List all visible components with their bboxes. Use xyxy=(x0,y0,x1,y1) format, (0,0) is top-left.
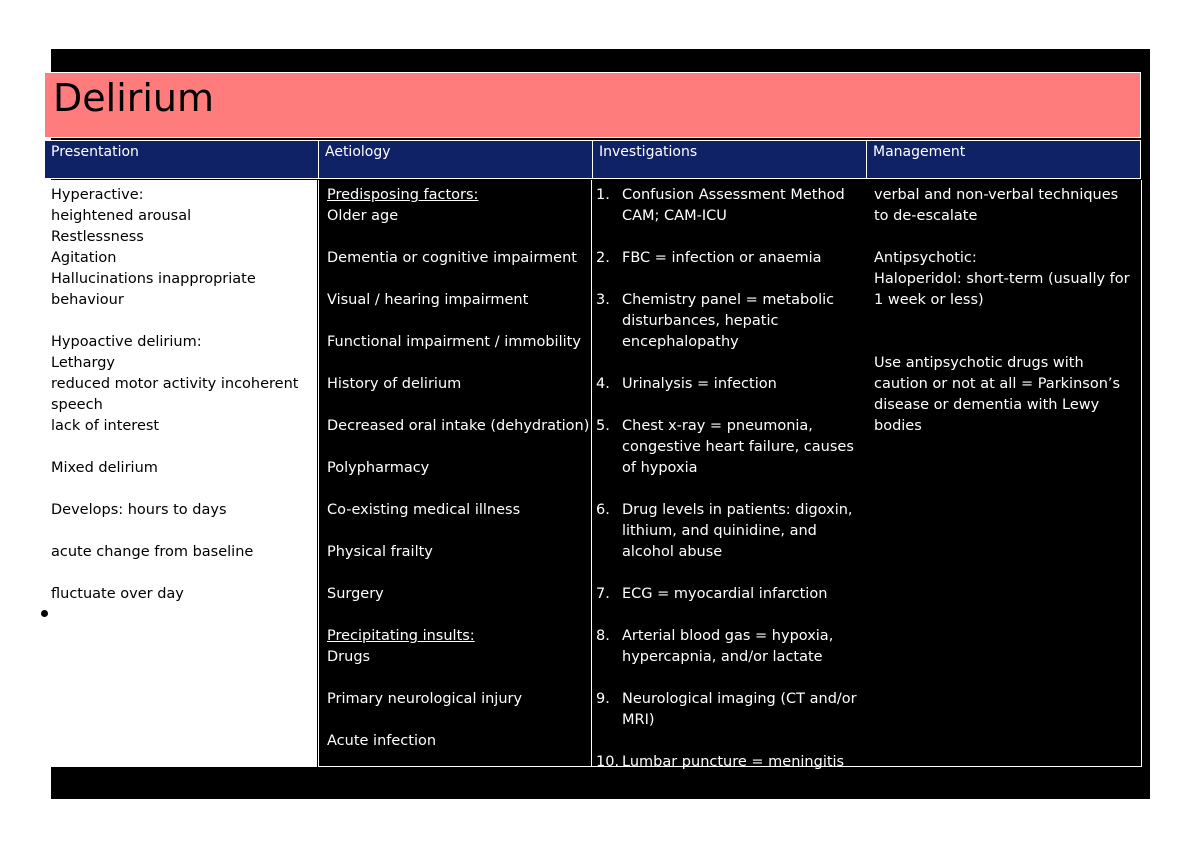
investigation-number: 6. xyxy=(596,502,610,518)
aetiology-item: Acute infection xyxy=(327,733,437,749)
investigation-text: Confusion Assessment Method CAM; CAM-ICU xyxy=(622,187,845,224)
aetiology-item: Functional impairment / immobility xyxy=(327,334,581,350)
bullet-dot-icon xyxy=(41,610,48,617)
aetiology-item: Primary neurological injury xyxy=(327,691,523,707)
presentation-line: behaviour xyxy=(51,292,124,308)
presentation-line: lack of interest xyxy=(51,418,160,434)
header-presentation: Presentation xyxy=(51,144,139,160)
investigation-text: Urinalysis = infection xyxy=(622,376,777,392)
investigation-item xyxy=(596,626,862,668)
management-text: Use antipsychotic drugs with caution or not at all = Parkinson’s disease or dementia with Lewy bodies xyxy=(874,355,1121,434)
header-management: Management xyxy=(873,144,966,160)
presentation-line: acute change from baseline xyxy=(51,544,254,560)
presentation-line: Hyperactive: xyxy=(51,187,144,203)
header-investigations: Investigations xyxy=(599,144,698,160)
presentation-line: speech xyxy=(51,397,103,413)
presentation-line: Lethargy xyxy=(51,355,115,371)
presentation-line: Restlessness xyxy=(51,229,144,245)
investigation-text: Chest x-ray = pneumonia, congestive heart failure, causes of hypoxia xyxy=(622,418,854,476)
investigation-number: 9. xyxy=(596,691,610,707)
presentation-line: fluctuate over day xyxy=(51,586,184,602)
investigation-item xyxy=(596,689,862,731)
management-text: Antipsychotic: xyxy=(874,250,977,266)
presentation-line: Develops: hours to days xyxy=(51,502,227,518)
aetiology-item: Visual / hearing impairment xyxy=(327,292,529,308)
aetiology-item: Polypharmacy xyxy=(327,460,430,476)
presentation-line: Hypoactive delirium: xyxy=(51,334,202,350)
investigation-item xyxy=(596,584,862,605)
investigation-text: Drug levels in patients: digoxin, lithium, and quinidine, and alcohol abuse xyxy=(622,502,853,560)
presentation-line: Agitation xyxy=(51,250,117,266)
aetiology-item: Dementia or cognitive impairment xyxy=(327,250,577,266)
investigation-text: Neurological imaging (CT and/or MRI) xyxy=(622,691,857,728)
page-title: Delirium xyxy=(53,76,215,120)
investigation-text: Lumbar puncture = meningitis xyxy=(622,754,845,770)
management-column xyxy=(866,180,1142,767)
investigation-number: 8. xyxy=(596,628,610,644)
precipitating-heading: Precipitating insults: xyxy=(327,628,475,644)
management-text: Haloperidol: short-term (usually for 1 week or less) xyxy=(874,271,1130,308)
investigation-number: 5. xyxy=(596,418,610,434)
aetiology-item: History of delirium xyxy=(327,376,462,392)
investigation-item xyxy=(596,185,862,227)
aetiology-item: Surgery xyxy=(327,586,384,602)
aetiology-item: Co-existing medical illness xyxy=(327,502,521,518)
investigation-number: 4. xyxy=(596,376,610,392)
investigation-number: 1. xyxy=(596,187,610,203)
aetiology-column xyxy=(318,180,592,767)
investigation-text: Arterial blood gas = hypoxia, hypercapnia, and/or lactate xyxy=(622,628,834,665)
header-aetiology: Aetiology xyxy=(325,144,391,160)
presentation-line: heightened arousal xyxy=(51,208,192,224)
investigation-item xyxy=(596,416,862,479)
presentation-line: Mixed delirium xyxy=(51,460,158,476)
aetiology-item: Decreased oral intake (dehydration) xyxy=(327,418,590,434)
investigation-item xyxy=(596,752,862,773)
aetiology-item: Older age xyxy=(327,208,399,224)
investigation-number: 2. xyxy=(596,250,610,266)
investigation-text: Chemistry panel = metabolic disturbances, hepatic encephalopathy xyxy=(622,292,835,350)
investigations-column xyxy=(592,180,867,770)
investigation-item xyxy=(596,290,862,353)
table-header-row xyxy=(44,140,1141,179)
aetiology-item: Physical frailty xyxy=(327,544,433,560)
predisposing-heading: Predisposing factors: xyxy=(327,187,479,203)
title-band xyxy=(44,72,1141,138)
presentation-line: reduced motor activity incoherent xyxy=(51,376,299,392)
investigation-item xyxy=(596,500,862,563)
aetiology-item: Drugs xyxy=(327,649,371,665)
investigation-item xyxy=(596,374,862,395)
investigation-text: ECG = myocardial infarction xyxy=(622,586,828,602)
investigation-item xyxy=(596,248,862,269)
investigation-text: FBC = infection or anaemia xyxy=(622,250,822,266)
investigation-number: 3. xyxy=(596,292,610,308)
presentation-line: Hallucinations inappropriate xyxy=(51,271,256,287)
presentation-column xyxy=(44,180,317,767)
investigation-number: 7. xyxy=(596,586,610,602)
investigation-number: 10. xyxy=(596,754,620,770)
management-text: verbal and non-verbal techniques to de-escalate xyxy=(874,187,1119,224)
